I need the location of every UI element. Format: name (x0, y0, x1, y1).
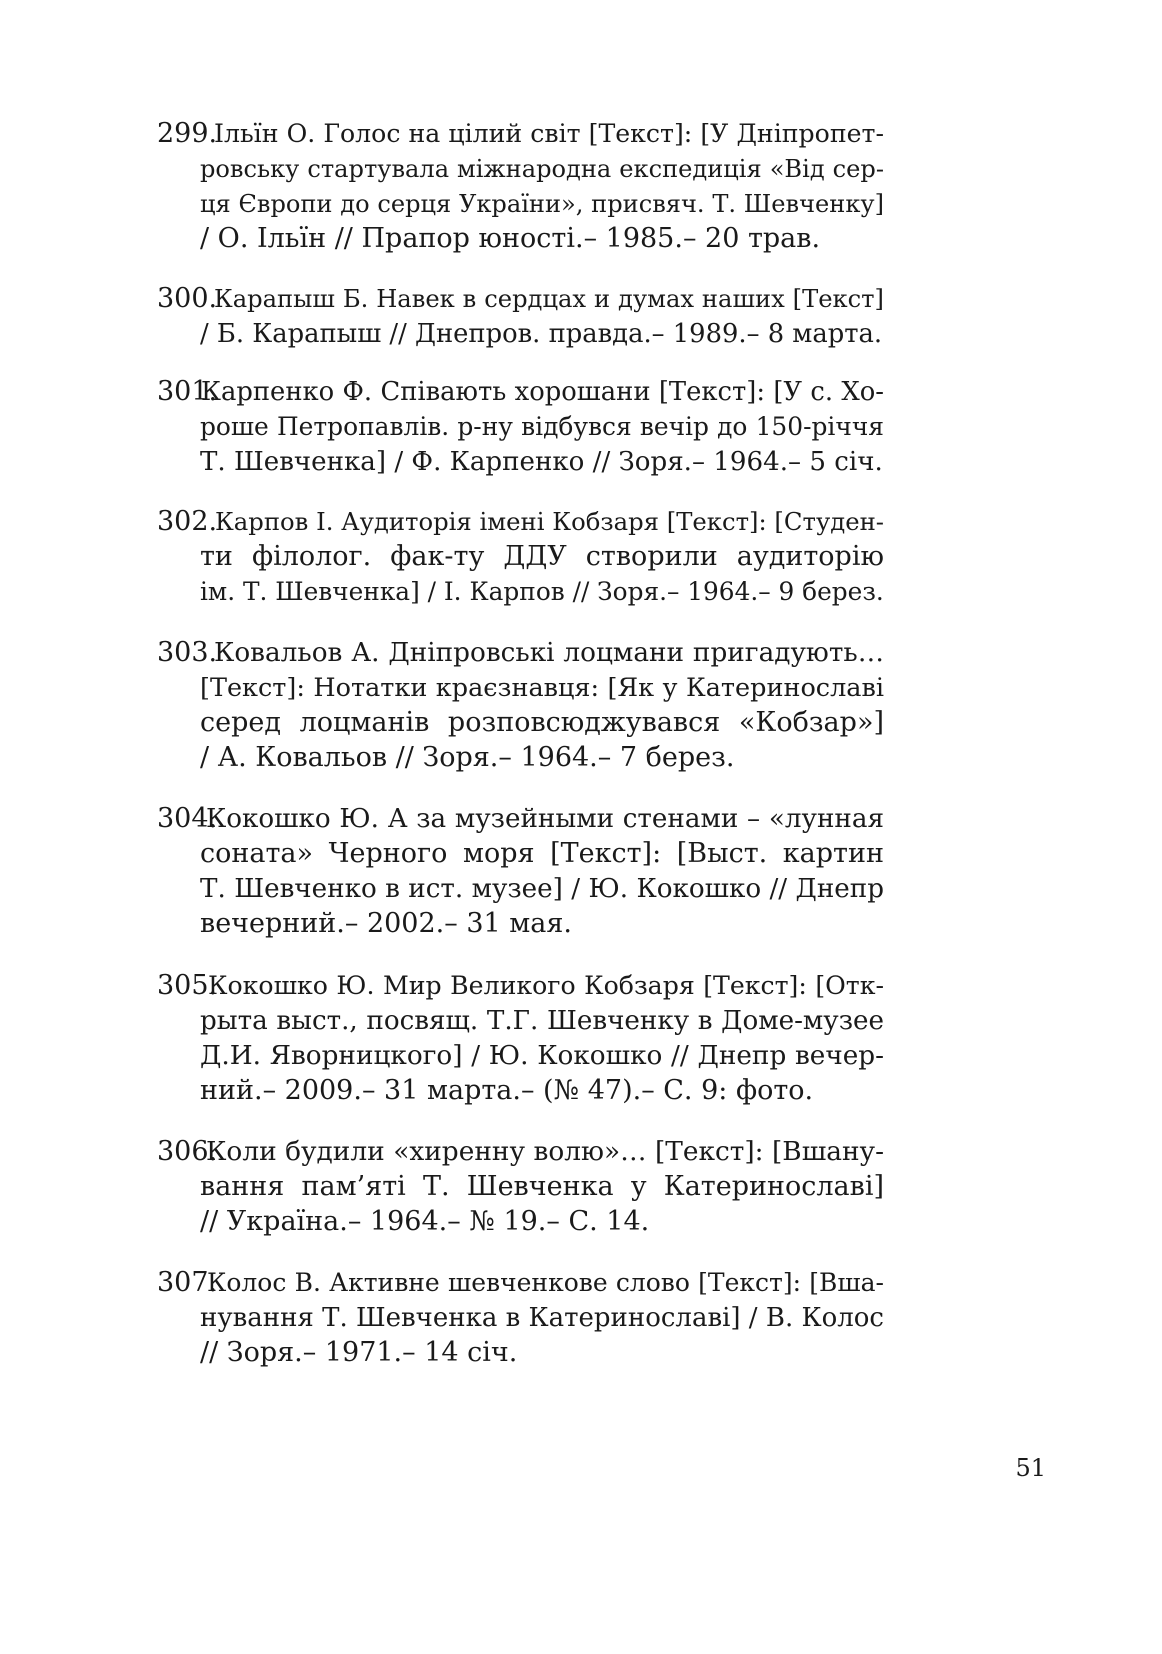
entry-text-line: вання пам’яті Т. Шевченка у Катеринославі] (200, 1171, 884, 1202)
entry-number: 307. (157, 1267, 218, 1298)
entry-text-line: соната» Черного моря [Текст]: [Выст. картин (200, 838, 884, 869)
entry-text-line: Т. Шевченко в ист. музее] / Ю. Кокошко // Днепр (200, 874, 884, 904)
entry-text-line: роше Петропавлів. р-ну відбувся вечір до 150-річчя (200, 412, 884, 441)
entry-text-line: // Україна.– 1964.– № 19.– С. 14. (200, 1206, 650, 1237)
entry-text-line: Кокошко Ю. Мир Великого Кобзаря [Текст]: [Отк- (208, 971, 884, 1000)
entry-text-line: Колос В. Активне шевченкове слово [Текст]: [Вша- (207, 1268, 884, 1297)
entry-text-line: нування Т. Шевченка в Катеринославі] / В. Колос (200, 1303, 884, 1333)
entry-text-line: [Текст]: Нотатки краєзнавця: [Як у Катеринославі (200, 673, 884, 703)
entry-number: 306. (157, 1136, 218, 1167)
entry-text-line: ти філолог. фак-ту ДДУ створили аудиторію (200, 541, 884, 572)
entry-text-line: / Б. Карапыш // Днепров. правда.– 1989.– 8 марта. (200, 319, 883, 349)
entry-text-line: // Зоря.– 1971.– 14 січ. (200, 1337, 518, 1368)
entry-text-line: Коли будили «хиренну волю»… [Текст]: [Вшану- (206, 1136, 884, 1167)
entry-text-line: Ільїн О. Голос на цілий світ [Текст]: [У Дніпропет- (214, 119, 884, 148)
entry-text-line: Карапыш Б. Навек в сердцах и думах наших [Текст] (214, 285, 884, 313)
entry-text-line: ця Європи до серця України», присвяч. Т. Шевченку] (200, 190, 884, 218)
entry-text-line: ровську стартувала міжнародна експедиція «Від сер- (200, 155, 884, 183)
entry-number: 301. (157, 376, 218, 407)
page-number: 51 (1015, 1454, 1046, 1482)
entry-text-line: ім. Т. Шевченка] / І. Карпов // Зоря.– 1964.– 9 берез. (200, 577, 884, 606)
entry-number: 299. (157, 118, 218, 149)
entry-number: 302. (157, 506, 218, 537)
entry-text-line: вечерний.– 2002.– 31 мая. (200, 908, 572, 939)
entry-text-line: серед лоцманів розповсюджувався «Кобзар»] (200, 707, 884, 738)
entry-number: 300. (157, 283, 218, 314)
entry-text-line: Т. Шевченка] / Ф. Карпенко // Зоря.– 1964.– 5 січ. (200, 447, 883, 477)
entry-text-line: Ковальов А. Дніпровські лоцмани пригадують… (214, 638, 884, 668)
entry-number: 304. (157, 803, 218, 834)
entry-text-line: рыта выст., посвящ. Т.Г. Шевченку в Доме-музее (200, 1006, 884, 1036)
entry-text-line: / О. Ільїн // Прапор юності.– 1985.– 20 трав. (200, 223, 821, 254)
entry-text-line: Кокошко Ю. А за музейными стенами – «лунная (206, 804, 884, 834)
entry-text-line: Карпенко Ф. Співають хорошани [Текст]: [У с. Хо- (201, 377, 884, 407)
entry-text-line: ний.– 2009.– 31 марта.– (№ 47).– С. 9: фото. (200, 1075, 814, 1106)
entry-text-line: Д.И. Яворницкого] / Ю. Кокошко // Днепр вечер- (200, 1041, 884, 1071)
entry-text-line: Карпов І. Аудиторія імені Кобзаря [Текст]: [Студен- (215, 507, 884, 536)
entry-number: 305. (157, 970, 218, 1001)
entry-text-line: / А. Ковальов // Зоря.– 1964.– 7 берез. (200, 742, 735, 773)
entry-number: 303. (157, 637, 218, 668)
